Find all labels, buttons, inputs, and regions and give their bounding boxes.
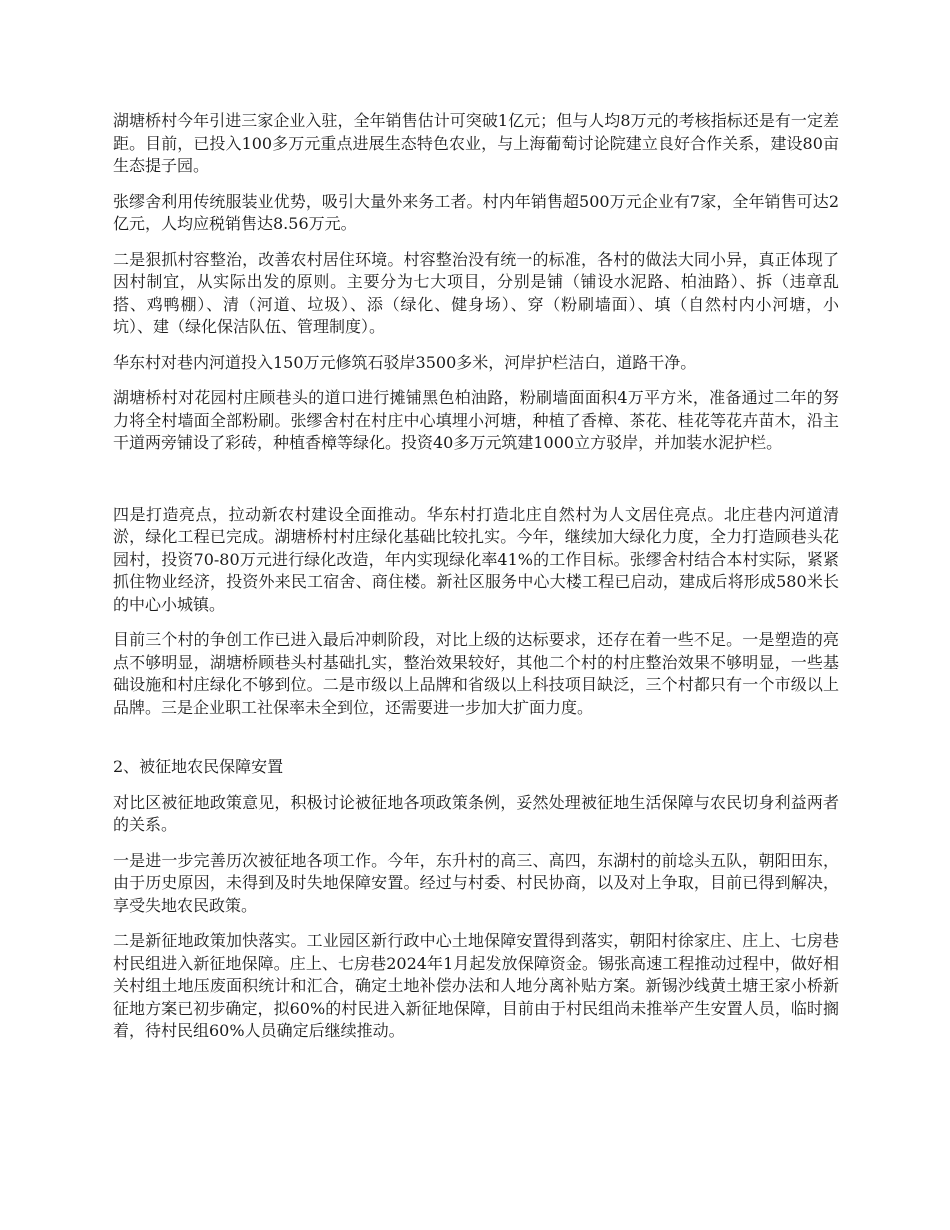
- document-body: [113, 110, 839, 1056]
- paragraph-village-rectification: 二是狠抓村容整治，改善农村居住环境。村容整治没有统一的标准，各村的做法大同小异，真正体现了因村制宜，从实际出发的原则。主要分为七大项目，分别是铺（铺设水泥路、柏油路）、拆（违章乱搭、鸡鸭棚）、清（河道、垃圾）、添（绿化、健身场）、穿（粉刷墙面）、填（自然村内小河塘，小坑）、建（绿化保洁队伍、管理制度）。: [113, 249, 839, 336]
- paragraph-zhangmiaoshe-garments: 张缪舍利用传统服装业优势，吸引大量外来务工者。村内年销售超500万元企业有7家，全年销售可达2亿元，人均应税销售达8.56万元。: [113, 191, 839, 233]
- section-heading: 2、被征地农民保障安置: [113, 757, 284, 776]
- paragraph-highlights: 四是打造亮点，拉动新农村建设全面推动。华东村打造北庄自然村为人文居住亮点。北庄巷内河道清淤，绿化工程已完成。湖塘桥村村庄绿化基础比较扎实。今年，继续加大绿化力度，全力打造顾巷头花园村，投资70-80万元进行绿化改造，年内实现绿化率41%的工作目标。张缪舍村结合本村实际，紧紧抓住物业经济，投资外来民工宿舍、商住楼。新社区服务中心大楼工程已启动，建成后将形成580米长的中心小城镇。: [113, 504, 839, 614]
- paragraph-hutangqiao-enterprises: 湖塘桥村今年引进三家企业入驻，全年销售估计可突破1亿元；但与人均8万元的考核指标还是有一定差距。目前，已投入100多万元重点进展生态特色农业，与上海葡萄讨论院建立良好合作关系，建设80亩生态提子园。: [113, 111, 839, 175]
- paragraph-shortcomings: 目前三个村的争创工作已进入最后冲刺阶段，对比上级的达标要求，还存在着一些不足。一是塑造的亮点不够明显，湖塘桥顾巷头村基础扎实，整治效果较好，其他二个村的村庄整治效果不够明显，一些基础设施和村庄绿化不够到位。二是市级以上品牌和省级以上科技项目缺泛，三个村都只有一个市级以上品牌。三是企业职工社保率未全到位，还需要进一步加大扩面力度。: [113, 630, 839, 717]
- paragraph-land-policy: 对比区被征地政策意见，积极讨论被征地各项政策条例，妥然处理被征地生活保障与农民切身利益两者的关系。: [113, 792, 839, 834]
- spacer: [113, 732, 839, 756]
- paragraph-historic-land: 一是进一步完善历次被征地各项工作。今年，东升村的高三、高四，东湖村的前埝头五队，朝阳田东，由于历史原因，未得到及时失地保障安置。经过与村委、村民协商，以及对上争取，目前已得到解决，享受失地农民政策。: [113, 850, 839, 915]
- paragraph-hutangqiao-paving: 湖塘桥村对花园村庄顾巷头的道口进行摊铺黑色柏油路，粉刷墙面面积4万平方米，准备通过二年的努力将全村墙面全部粉刷。张缪舍村在村庄中心填埋小河塘，种植了香樟、茶花、桂花等花卉苗木，沿主干道两旁铺设了彩砖，种植香樟等绿化。投资40多万元筑建1000立方驳岸，并加装水泥护栏。: [113, 388, 839, 452]
- paragraph-huadong-river: 华东村对巷内河道投入150万元修筑石驳岸3500多米，河岸护栏洁白，道路干净。: [113, 352, 697, 372]
- spacer: [113, 468, 839, 504]
- paragraph-new-land-policy: 二是新征地政策加快落实。工业园区新行政中心土地保障安置得到落实，朝阳村徐家庄、庄上、七房巷村民组进入新征地保障。庄上、七房巷2024年1月起发放保障资金。锡张高速工程推动过程中，做好相关村组土地压废面积统计和汇合，确定土地补偿办法和人地分离补贴方案。新锡沙线黄土塘王家小桥新征地方案已初步确定，拟60%的村民进入新征地保障，目前由于村民组尚未推举产生安置人员，临时搁着，待村民组60%人员确定后继续推动。: [113, 931, 839, 1040]
